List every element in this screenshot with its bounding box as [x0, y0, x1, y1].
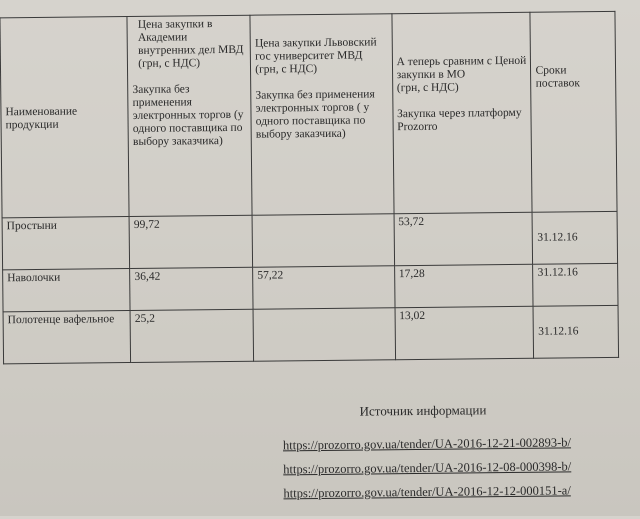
cell-lviv-price — [253, 308, 395, 361]
cell-mo-price: 13,02 — [395, 306, 534, 359]
cell-date: 31.12.16 — [533, 263, 618, 306]
price-comparison-table — [0, 11, 619, 364]
cell-lviv-price — [252, 214, 394, 267]
table-header-row — [0, 11, 617, 217]
source-link[interactable]: https://prozorro.gov.ua/tender/UA-2016-12-12-000151-a/ — [283, 483, 571, 501]
header-mo — [392, 12, 533, 213]
cell-product: Полотенце вафельное — [3, 310, 131, 363]
table-row — [2, 211, 618, 269]
header-academy — [127, 15, 252, 216]
academy-title: Цена закупки в Академии внутренних дел МВД — [137, 18, 244, 57]
lviv-note: Закупка без применения электронных торгов ( у одного поставщика по выбору заказчика) — [255, 88, 375, 141]
cell-academy-price: 25,2 — [130, 309, 253, 362]
cell-academy-price: 99,72 — [129, 215, 252, 268]
cell-mo-price: 53,72 — [394, 212, 533, 265]
mo-unit: (грн, с НДС) — [396, 81, 459, 95]
cell-date: 31.12.16 — [534, 305, 619, 358]
source-link[interactable]: https://prozorro.gov.ua/tender/UA-2016-12-08-000398-b/ — [283, 459, 572, 477]
header-product: Наименование продукции — [0, 17, 129, 218]
cell-mo-price: 17,28 — [394, 264, 533, 307]
lviv-unit: (грн, с НДС) — [255, 63, 318, 76]
source-title: Источник информации — [359, 402, 487, 419]
table-row — [3, 305, 619, 363]
cell-product: Наволочки — [3, 268, 131, 311]
mo-title: А теперь сравним с Ценой закупки в МО — [396, 54, 527, 82]
academy-unit: (грн, с НДС) — [138, 57, 201, 70]
lviv-title: Цена закупки Львовский гос университет МВД — [254, 36, 377, 63]
table-row — [3, 263, 618, 311]
header-lviv — [250, 14, 394, 215]
cell-product: Простыни — [2, 216, 130, 269]
cell-date: 31.12.16 — [533, 211, 618, 264]
source-link[interactable]: https://prozorro.gov.ua/tender/UA-2016-12-21-002893-b/ — [282, 435, 572, 453]
header-terms: Сроки поставок — [530, 11, 617, 212]
academy-note: Закупка без применения электронных торгов (у одного поставщика по выбору заказчика) — [132, 83, 244, 148]
cell-lviv-price: 57,22 — [253, 266, 395, 309]
cell-academy-price: 36,42 — [130, 267, 253, 310]
mo-note: Закупка через платформу Prozorro — [397, 106, 522, 134]
